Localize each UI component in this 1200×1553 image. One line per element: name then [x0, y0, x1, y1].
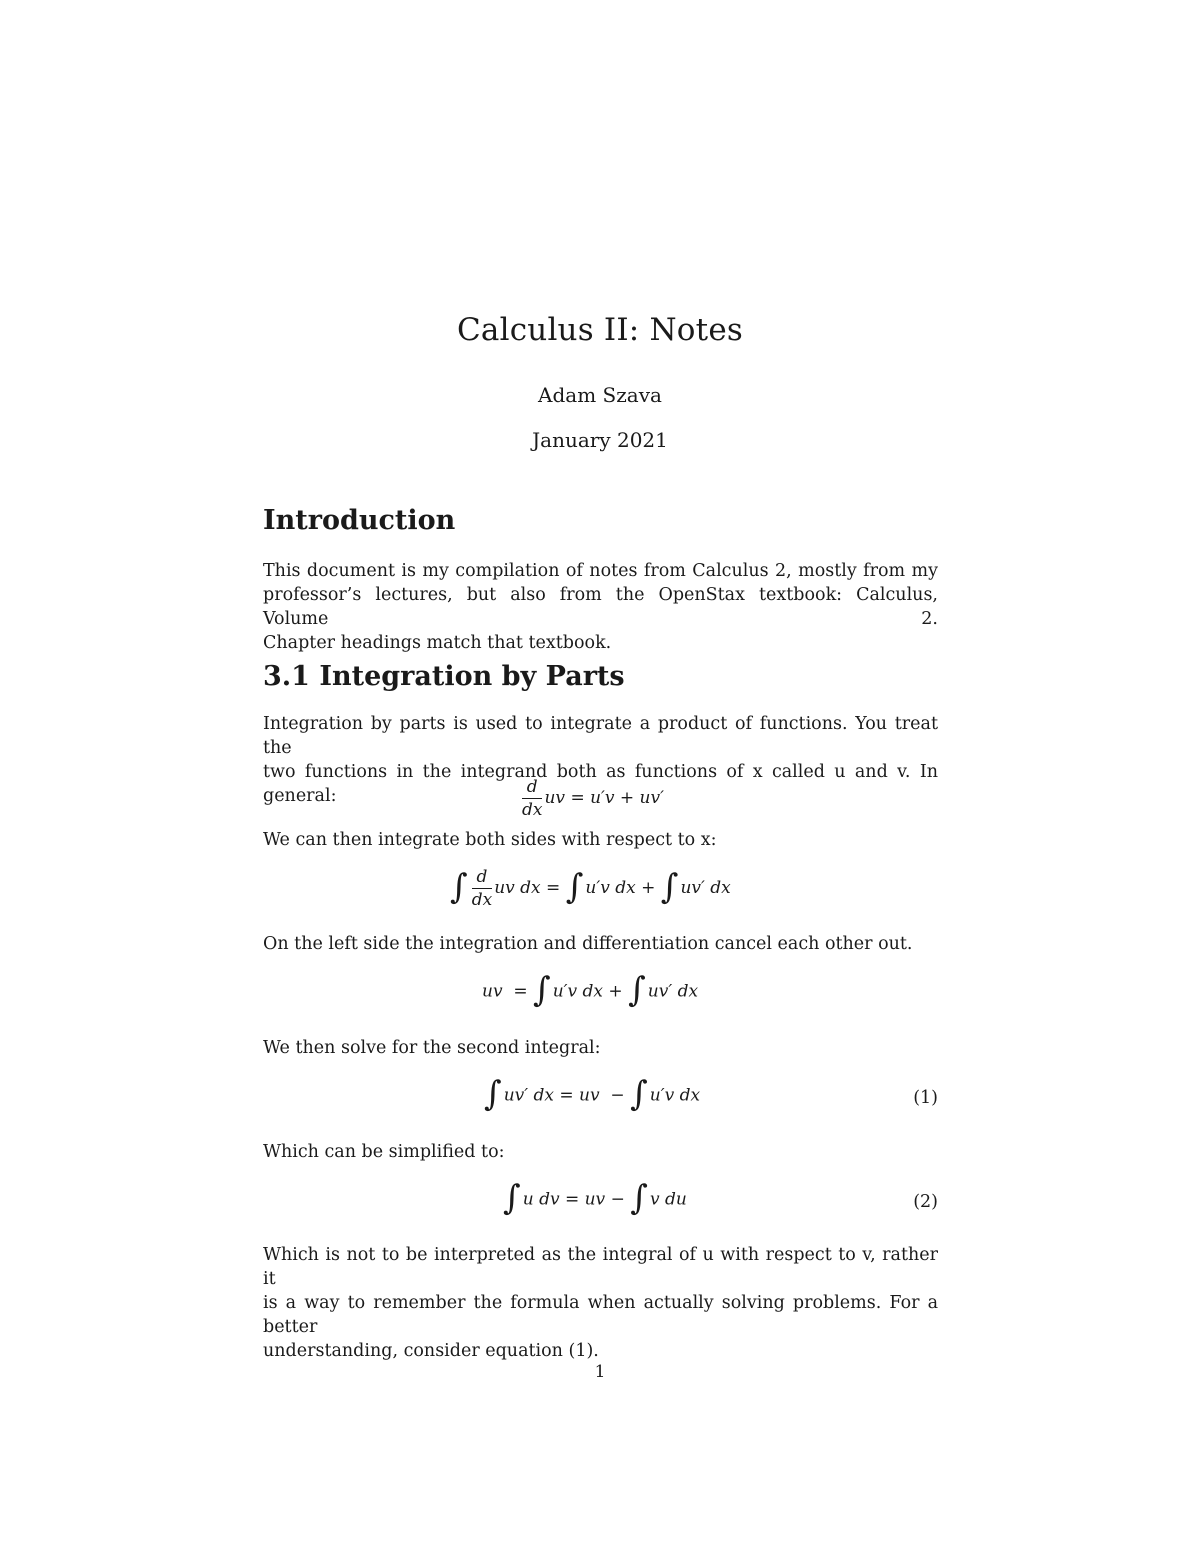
integral-sign: ∫: [630, 1074, 648, 1114]
section-paragraph-4: [263, 1036, 938, 1060]
date: January 2021: [532, 428, 668, 452]
paragraph-line: Integration by parts is used to integrate a product of functions. You treat the: [263, 714, 938, 758]
equation-cancel: uv = ∫ u′v dx + ∫ uv′ dx: [482, 970, 699, 1010]
intro-line: Chapter headings match that textbook.: [263, 633, 612, 653]
integral-sign: ∫: [630, 1178, 648, 1218]
intro-paragraph: [263, 559, 938, 655]
fraction-d-dx: $\frac{d}{dx}$: [471, 867, 493, 910]
paragraph-line: Which is not to be interpreted as the integral of u with respect to v, rather it: [263, 1245, 938, 1289]
integral-sign: ∫: [503, 1178, 521, 1218]
heading-integration-by-parts: 3.1 Integration by Parts: [263, 661, 625, 692]
equation-number-1: (1): [913, 1088, 938, 1108]
intro-line: This document is my compilation of notes from Calculus 2, mostly from my: [263, 561, 938, 581]
equation-1: ∫ uv′ dx = uv − ∫ u′v dx: [484, 1074, 701, 1114]
section-paragraph-3: [263, 932, 938, 956]
author: Adam Szava: [538, 383, 662, 407]
integral-sign: ∫: [533, 970, 551, 1010]
section-paragraph-6: [263, 1243, 938, 1363]
integral-sign: ∫: [628, 970, 646, 1010]
intro-line: professor’s lectures, but also from the OpenStax textbook: Calculus, Volume 2.: [263, 585, 938, 629]
equation-integrate-both-sides: ∫ $\frac{d}{dx}$ uv dx = ∫ u′v dx + ∫ uv′ dx: [450, 866, 731, 910]
equation-product-rule: $\frac{d}{dx}$ uv = u′v + uv′: [522, 777, 664, 820]
equation-2: ∫ u dv = uv − ∫ v du: [503, 1178, 687, 1218]
integral-sign: ∫: [565, 866, 584, 907]
equation-number-2: (2): [913, 1192, 938, 1212]
paragraph-line: We can then integrate both sides with respect to x:: [263, 830, 717, 850]
paragraph-line: On the left side the integration and differentiation cancel each other out.: [263, 934, 913, 954]
paragraph-line: two functions in the integrand both as functions of x called u and v. In general:: [263, 762, 938, 806]
paragraph-line: understanding, consider equation (1).: [263, 1341, 599, 1361]
section-paragraph-5: [263, 1140, 938, 1164]
heading-introduction: Introduction: [263, 505, 456, 536]
integral-sign: ∫: [660, 866, 679, 907]
page-number: 1: [594, 1362, 606, 1382]
integral-sign: ∫: [450, 866, 468, 907]
paragraph-line: is a way to remember the formula when actually solving problems. For a better: [263, 1293, 938, 1337]
fraction-d-dx: $\frac{d}{dx}$: [522, 777, 543, 820]
paragraph-line: We then solve for the second integral:: [263, 1038, 601, 1058]
integral-sign: ∫: [484, 1074, 502, 1114]
page-title: Calculus II: Notes: [457, 312, 743, 348]
paragraph-line: Which can be simplified to:: [263, 1142, 505, 1162]
section-paragraph-2: [263, 828, 938, 852]
